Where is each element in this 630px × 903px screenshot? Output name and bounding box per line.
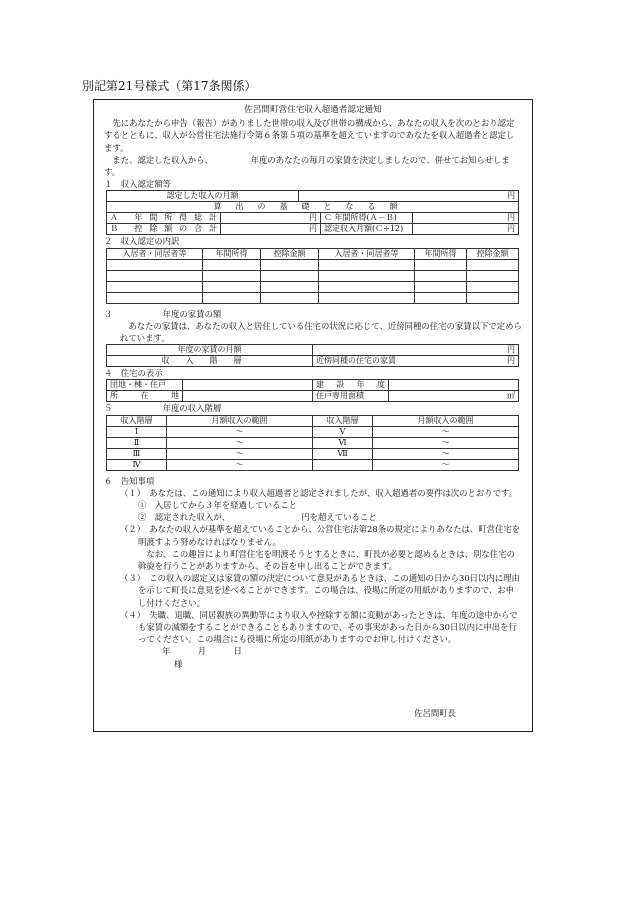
col-header: 収入階層: [313, 415, 373, 426]
market-cell: [313, 356, 519, 367]
document-title: 佐呂間町営住宅収入超過者認定通知: [244, 105, 382, 115]
a-yen: 円: [221, 213, 321, 224]
col-header: 収入階層: [107, 415, 167, 426]
section-2-heading: ２ 収入認定の内訳: [104, 236, 180, 247]
bracket-cell: Ⅴ: [313, 426, 373, 437]
table-row: [107, 224, 519, 235]
intro-paragraph-2: また、認定した収入から、 年度のあなたの毎月の家賃を決定しましたので、併せてお知らせします。: [104, 154, 510, 178]
section-3-text: あなたの家賃は、あなたの収入と居住している住宅の状況に応じて、近傍同種の住宅の家賃以下で定められています。: [120, 320, 522, 344]
range-cell: ～: [373, 448, 519, 459]
table-row: [107, 248, 519, 259]
section-5-heading: ５ 年度の収入階層: [104, 403, 222, 414]
breakdown-table: [106, 248, 519, 304]
col-header: 入居者・同居者等: [319, 248, 415, 259]
col-header: 年間所得: [415, 248, 467, 259]
date-day: 日: [233, 646, 242, 657]
bracket-cell: Ⅱ: [107, 437, 167, 448]
area-label: 住戸専用面積: [313, 391, 389, 402]
table-row: [107, 281, 519, 292]
bracket-cell: Ⅰ: [107, 426, 167, 437]
range-cell: ～: [167, 448, 313, 459]
col-header: 入居者・同居者等: [107, 248, 203, 259]
notice-frame: [93, 99, 533, 732]
monthly-label: 認定した収入の月額: [107, 191, 299, 202]
range-cell: ～: [167, 437, 313, 448]
rent-label: 年度の家賃の月額: [107, 345, 313, 356]
bracket-table: [106, 415, 519, 471]
range-cell: ～: [373, 437, 519, 448]
col-header: 控除金額: [261, 248, 319, 259]
table-row: [107, 270, 519, 281]
bracket-label: 収入階層: [107, 356, 313, 367]
section-4-heading: ４ 住宅の表示: [104, 368, 163, 379]
d-label: 認定収入月額(Ｃ÷12): [321, 224, 413, 235]
income-table: [106, 190, 519, 235]
area-unit: ㎡: [389, 391, 519, 402]
bracket-cell: [313, 459, 373, 470]
bracket-cell: Ⅵ: [313, 437, 373, 448]
col-header: 月額収入の範囲: [373, 415, 519, 426]
basis-label: 算出の基礎となる額: [107, 202, 519, 213]
signer: 佐呂間町長: [414, 707, 456, 718]
a-label: Ａ 年間所得総計: [107, 213, 221, 224]
notice-1: （１） あなたは、この通知により収入超過者と認定されましたが、収入超過者の要件は次のとおりです。: [120, 487, 518, 498]
rent-yen: 円: [313, 345, 519, 356]
table-row: [107, 202, 519, 213]
notice-2b: なお、この趣旨により町営住宅を明渡そうとするときに、町長が必要と認めるときは、別な住宅の斡旋を行うことがありますから、その旨を申し出ることができます。: [138, 548, 515, 572]
table-row: [107, 356, 519, 367]
bracket-cell: Ⅲ: [107, 448, 167, 459]
built-label: 建設年度: [313, 380, 389, 391]
range-cell: ～: [167, 459, 313, 470]
b-label: Ｂ 控除額の合計: [107, 224, 221, 235]
table-row: [107, 426, 519, 437]
notice-2: （２） あなたの収入が基準を超えていることから、公営住宅法第28条の規定によりあなたは、町営住宅を明渡すよう努めなければなりません。: [120, 524, 521, 547]
rent-table: [106, 344, 519, 367]
section-6-heading: ６ 告知事項: [104, 475, 155, 486]
table-row: [107, 391, 519, 402]
c-yen: 円: [413, 213, 519, 224]
d-yen: 円: [413, 224, 519, 235]
table-row: [107, 191, 519, 202]
range-cell: ～: [167, 426, 313, 437]
table-row: [107, 459, 519, 470]
form-label: 別記第21号様式（第17条関係）: [82, 79, 257, 93]
date-line: [162, 645, 532, 657]
market-label: 近傍同種の住宅の家賃: [316, 356, 396, 366]
col-header: 年間所得: [203, 248, 261, 259]
bracket-cell: Ⅶ: [313, 448, 373, 459]
range-cell: ～: [373, 459, 519, 470]
table-row: [107, 380, 519, 391]
table-row: [107, 292, 519, 303]
notice-1b: ② 認定された収入が、 円を超えていること: [138, 512, 377, 523]
date-month: 月: [197, 646, 207, 657]
date-year: 年: [162, 646, 171, 657]
table-row: [107, 345, 519, 356]
c-label: Ｃ 年間所得(Ａ－Ｂ): [321, 213, 413, 224]
col-header: 控除金額: [467, 248, 519, 259]
range-cell: ～: [373, 426, 519, 437]
table-row: [107, 213, 519, 224]
notice-1a: ① 入居してから３年を経過していること: [138, 500, 298, 511]
col-header: 月額収入の範囲: [167, 415, 313, 426]
section-1-heading: １ 収入認定額等: [104, 179, 171, 190]
monthly-yen: 円: [299, 191, 519, 202]
notice-4: （４） 失職、退職、同居親族の異動等により収入や控除する額に変動があったときは、年度の途中からでも家賃の減額をすることができることもありますので、その事実があった日から30日以内に申出を行ってください。この場合にも役場に所定の用紙がありますのでお申し付けください。: [120, 609, 518, 645]
b-yen: 円: [221, 224, 321, 235]
table-row: [107, 259, 519, 270]
market-yen: 円: [507, 356, 515, 366]
housing-table: [106, 379, 519, 402]
table-row: [107, 415, 519, 426]
notice-3: （３） この収入の認定又は家賃の額の決定について意見があるときは、この通知の日から30日以内に理由を示して町長に意見を述べることができます。この場合は、役場に所定の用紙がありますので、お申し付けください。: [120, 573, 520, 608]
bracket-cell: Ⅳ: [107, 459, 167, 470]
addressee: 様: [174, 658, 183, 669]
table-row: [107, 437, 519, 448]
intro-paragraph: 先にあなたから申告（報告）がありました世帯の収入及び世帯の構成から、あなたの収入を次のとおり認定するとともに、収入が公営住宅法施行令第６条第５項の基準を超えていますのであなたを収入超過者と認定します。: [104, 118, 515, 153]
complex-label: 団地・棟・住戸: [107, 380, 183, 391]
table-row: [107, 448, 519, 459]
location-label: 所在地: [107, 391, 183, 402]
section-3-heading: ３ 年度の家賃の額: [104, 308, 222, 319]
